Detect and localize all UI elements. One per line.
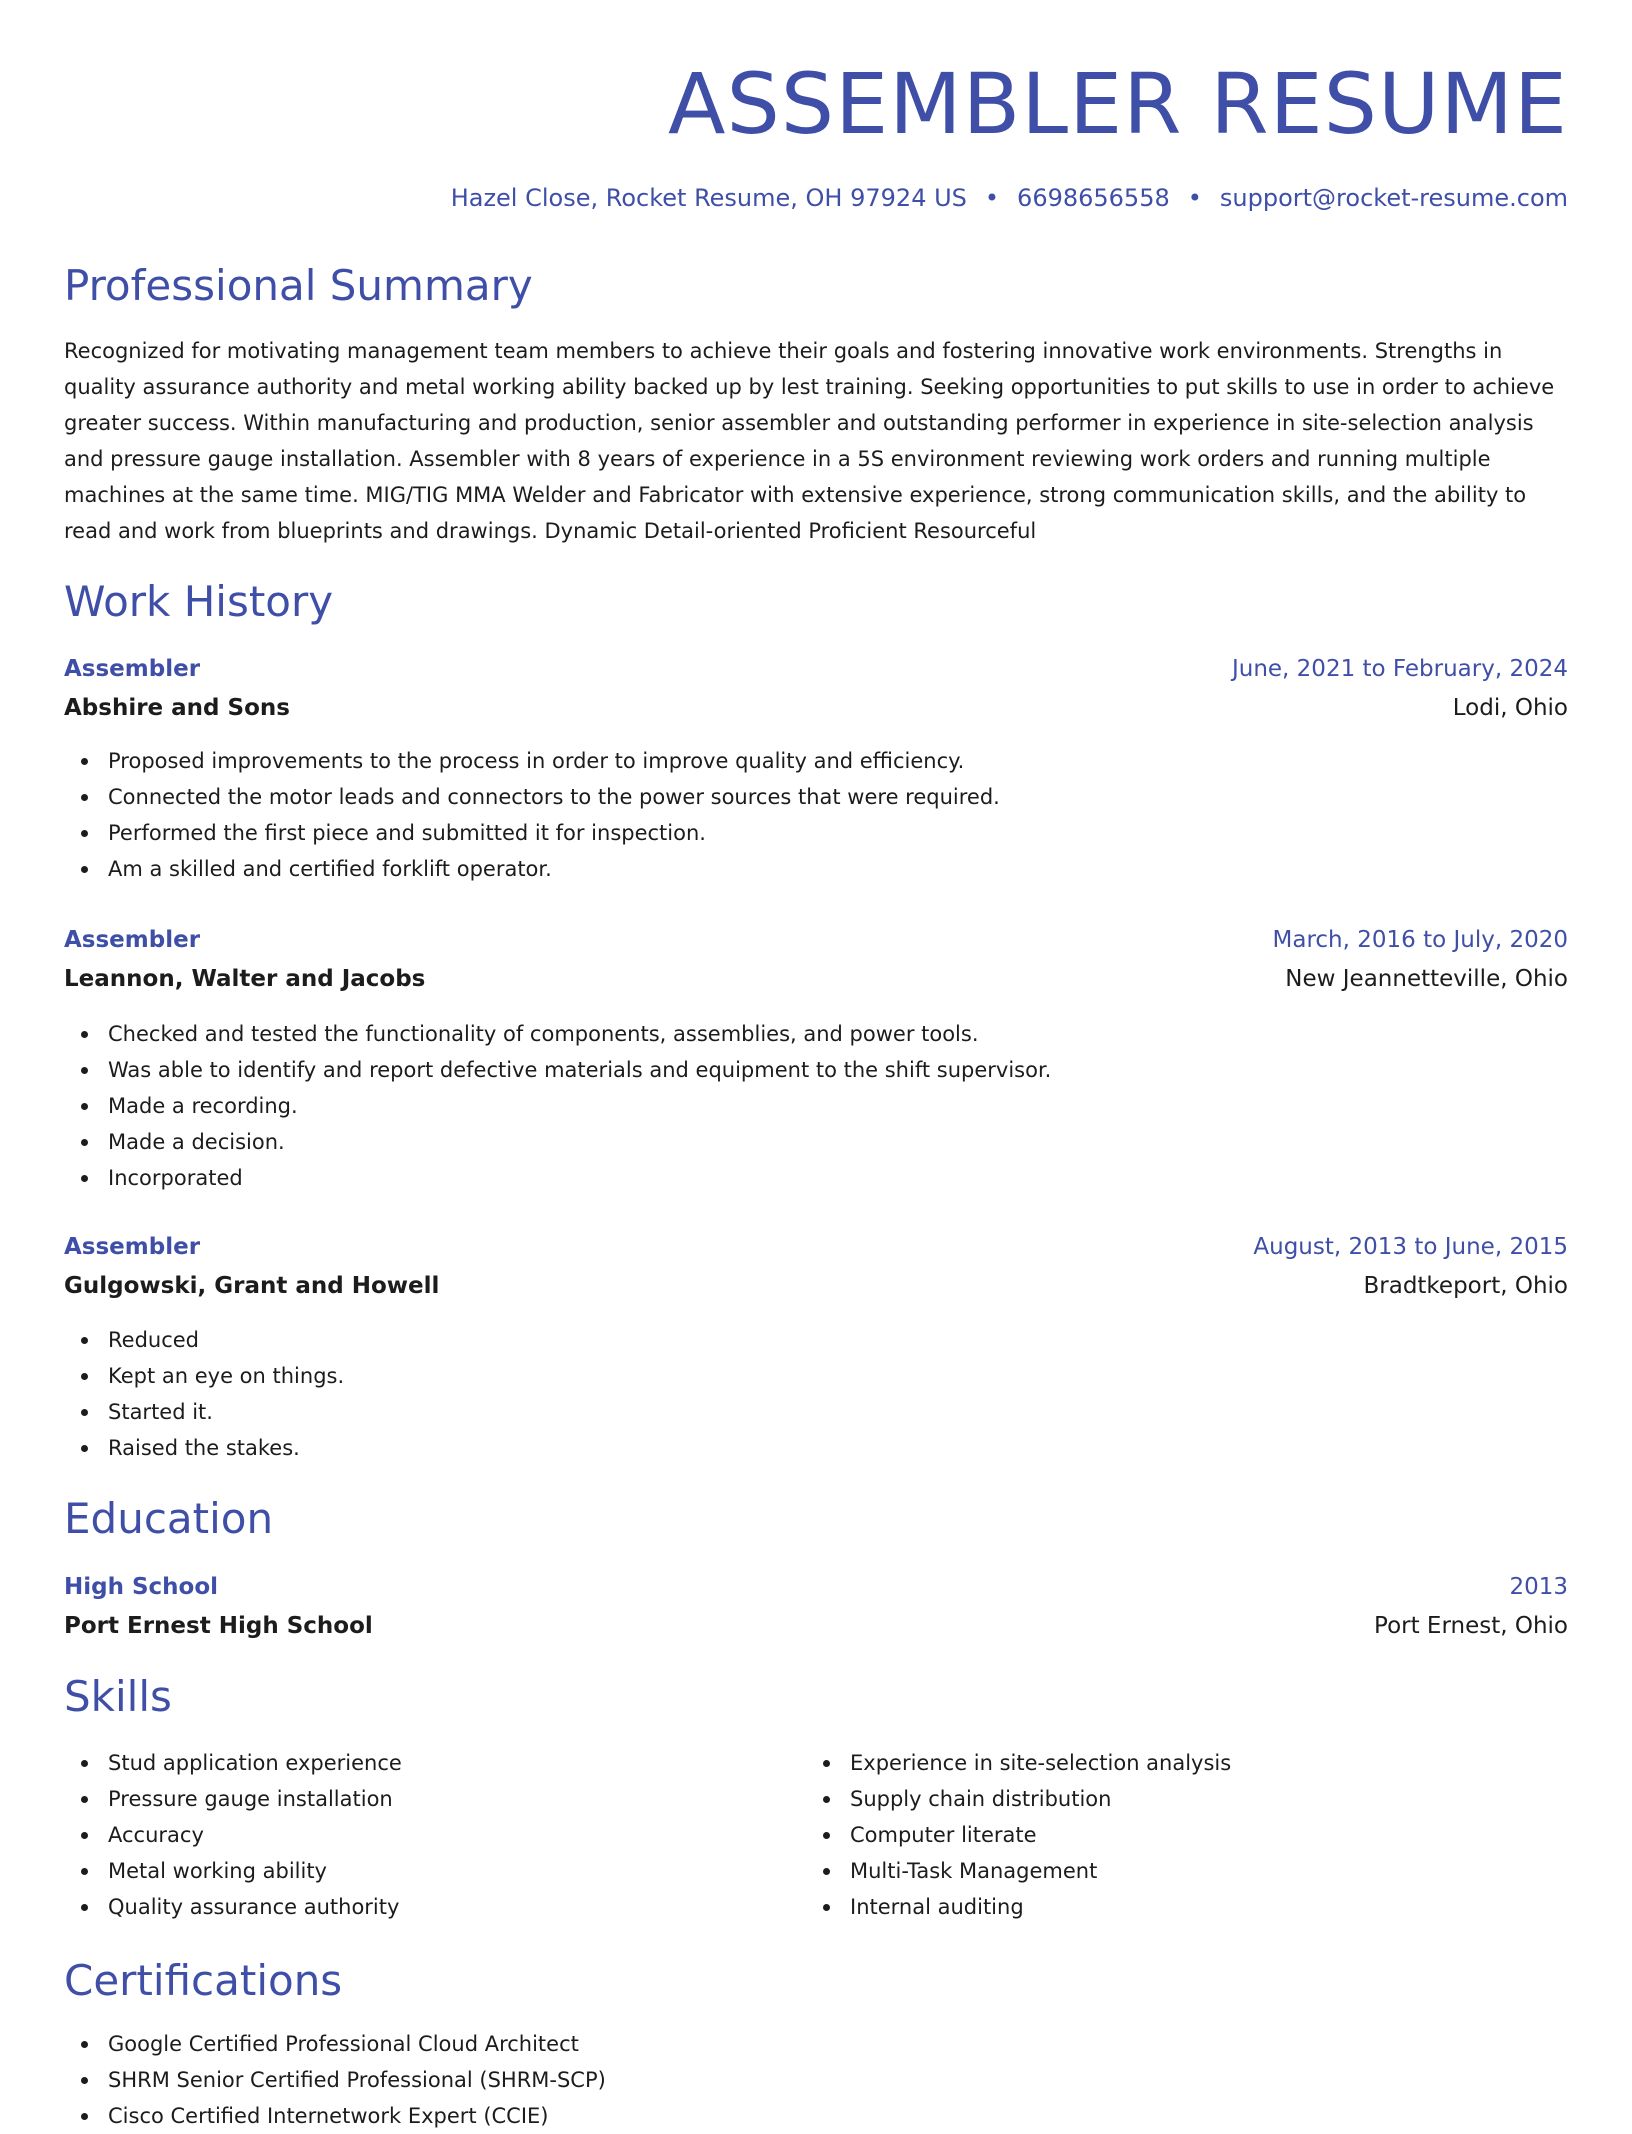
job-title-row — [64, 649, 1568, 689]
job-title-row — [64, 1227, 1568, 1267]
resume-title: ASSEMBLER RESUME — [667, 55, 1568, 153]
job-duty: Started it. — [64, 1394, 344, 1430]
job-dates: March, 2016 to July, 2020 — [1272, 927, 1568, 953]
job-duty: Was able to identify and report defective materials and equipment to the shift supervisor. — [64, 1052, 1051, 1088]
job-location: Bradtkeport, Ohio — [1363, 1273, 1568, 1299]
job-duties-list — [64, 743, 1000, 887]
job-company-row — [64, 1266, 1568, 1306]
skills-list-left — [64, 1745, 402, 1925]
job-role: Assembler — [64, 656, 201, 682]
job-dates: August, 2013 to June, 2015 — [1253, 1234, 1568, 1260]
job-role: Assembler — [64, 1234, 201, 1260]
job-location: New Jeannetteville, Ohio — [1285, 966, 1568, 992]
contact-address: Hazel Close, Rocket Resume, OH 97924 US — [450, 184, 967, 212]
skill-item: Stud application experience — [64, 1745, 402, 1781]
education-degree: High School — [64, 1574, 219, 1600]
contact-line — [451, 178, 1568, 218]
contact-separator: • — [984, 184, 1000, 212]
skill-item: Pressure gauge installation — [64, 1781, 402, 1817]
certification-item: Cisco Certified Internetwork Expert (CCIE) — [64, 2098, 606, 2134]
section-heading-skills: Skills — [64, 1672, 172, 1721]
job-duty: Made a recording. — [64, 1088, 1051, 1124]
skill-item: Internal auditing — [806, 1889, 1231, 1925]
certification-item: Google Certified Professional Cloud Architect — [64, 2026, 606, 2062]
job-location: Lodi, Ohio — [1452, 695, 1568, 721]
job-duty: Connected the motor leads and connectors to the power sources that were required. — [64, 779, 1000, 815]
education-location: Port Ernest, Ohio — [1374, 1613, 1568, 1639]
education-school-row — [64, 1606, 1568, 1646]
job-company: Abshire and Sons — [64, 695, 290, 721]
job-company: Leannon, Walter and Jacobs — [64, 966, 426, 992]
job-dates: June, 2021 to February, 2024 — [1231, 656, 1568, 682]
job-duty: Kept an eye on things. — [64, 1358, 344, 1394]
job-duty: Raised the stakes. — [64, 1430, 344, 1466]
job-duty: Checked and tested the functionality of components, assemblies, and power tools. — [64, 1016, 1051, 1052]
job-role: Assembler — [64, 927, 201, 953]
certification-item: SHRM Senior Certified Professional (SHRM-SCP) — [64, 2062, 606, 2098]
certifications-list — [64, 2026, 606, 2134]
skill-item: Metal working ability — [64, 1853, 402, 1889]
summary-text: Recognized for motivating management team members to achieve their goals and fostering innovative work environments. Strengths in quality assurance authority and metal working ability backed up by lest training. Seeking opportunities to put skills to use in order to achieve greater success. Within manufacturing and production, senior assembler and outstanding performer in experience in site-selection analysis and pressure gauge installation. Assembler with 8 years of experience in a 5S environment reviewing work orders and running multiple machines at the same time. MIG/TIG MMA Welder and Fabricator with extensive experience, strong communication skills, and the ability to read and work from blueprints and drawings. Dynamic Detail-oriented Proficient Resourceful — [64, 339, 1555, 543]
skill-item: Computer literate — [806, 1817, 1231, 1853]
skill-item: Supply chain distribution — [806, 1781, 1231, 1817]
education-degree-row — [64, 1567, 1568, 1607]
section-heading-work-history: Work History — [64, 577, 334, 626]
job-company-row — [64, 959, 1568, 999]
job-company-row — [64, 688, 1568, 728]
job-duty: Am a skilled and certified forklift operator. — [64, 851, 1000, 887]
job-duties-list — [64, 1322, 344, 1466]
education-school: Port Ernest High School — [64, 1613, 373, 1639]
job-duty: Reduced — [64, 1322, 344, 1358]
skill-item: Accuracy — [64, 1817, 402, 1853]
contact-separator: • — [1187, 184, 1202, 212]
contact-phone: 6698656558 — [1017, 184, 1170, 212]
skills-list-right — [806, 1745, 1231, 1925]
contact-email: support@rocket-resume.com — [1219, 184, 1568, 212]
section-heading-summary: Professional Summary — [64, 261, 533, 310]
job-duty: Incorporated — [64, 1160, 1051, 1196]
job-duty: Performed the first piece and submitted it for inspection. — [64, 815, 1000, 851]
skill-item: Multi-Task Management — [806, 1853, 1231, 1889]
skill-item: Experience in site-selection analysis — [806, 1745, 1231, 1781]
section-heading-education: Education — [64, 1494, 274, 1543]
job-title-row — [64, 920, 1568, 960]
job-duties-list — [64, 1016, 1051, 1196]
job-company: Gulgowski, Grant and Howell — [64, 1273, 440, 1299]
job-duty: Made a decision. — [64, 1124, 1051, 1160]
education-year: 2013 — [1509, 1574, 1568, 1600]
section-heading-certifications: Certifications — [64, 1956, 343, 2005]
skill-item: Quality assurance authority — [64, 1889, 402, 1925]
job-duty: Proposed improvements to the process in order to improve quality and efficiency. — [64, 743, 1000, 779]
